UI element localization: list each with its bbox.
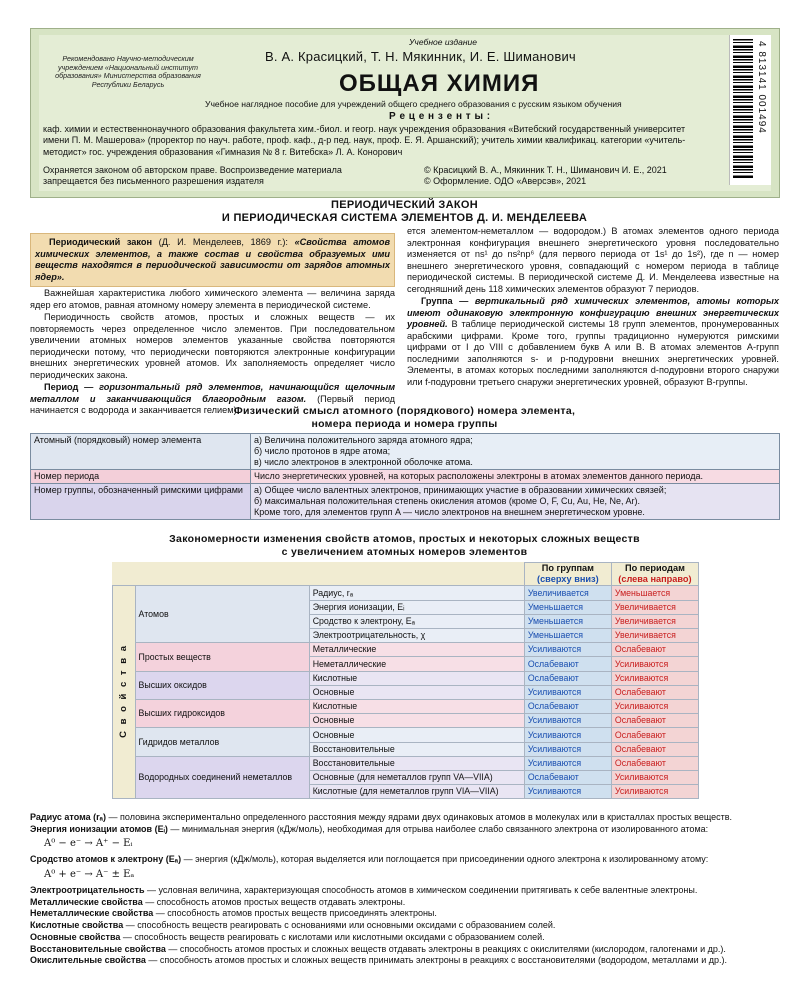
trend-periods-value: Ослабевают [611, 685, 698, 699]
group-definition: — вертикальный ряд химических элементов, атомы которых имеют одинаковую электронную конфигурацию внешних энергетических уровней. [407, 296, 779, 329]
definition-term: Основные свойства [30, 931, 121, 942]
trend-row [113, 699, 699, 713]
definition-nonmetallic [30, 908, 790, 920]
definition-term: Восстановительные свойства [30, 943, 166, 954]
trend-row [113, 586, 699, 600]
trends-header-row [113, 563, 699, 586]
copyright-note: Охраняется законом об авторском праве. Воспроизведение материала запрещается без письменного разрешения издателя [43, 165, 342, 187]
book-title: ОБЩАЯ ХИМИЯ [339, 70, 540, 97]
trend-periods-value: Ослабевают [611, 742, 698, 756]
definition-term: Энергия ионизации атомов (Eᵢ) [30, 823, 168, 834]
trend-property: Энергия ионизации, Eᵢ [309, 600, 524, 614]
meaning-heading-1: Физический смысл атомного (порядкового) номера элемента, [233, 405, 576, 417]
trend-periods-value: Увеличивается [611, 629, 698, 643]
definition-term: Электроотрицательность [30, 885, 145, 896]
meaning-line: а) Величина положительного заряда атомного ядра; [254, 435, 473, 445]
trend-groups-value: Усиливаются [524, 714, 611, 728]
group-label: Группа [421, 296, 453, 306]
definition-affinity [30, 854, 790, 866]
meaning-row-period [31, 469, 780, 483]
trend-periods-value: Усиливаются [611, 770, 698, 784]
trend-periods-value: Ослабевают [611, 756, 698, 770]
section-heading-2: И ПЕРИОДИЧЕСКАЯ СИСТЕМА ЭЛЕМЕНТОВ Д. И. МЕНДЕЛЕЕВА [221, 212, 588, 224]
meaning-table [30, 433, 780, 520]
meaning-label: Атомный (порядковый) номер элемента [31, 434, 251, 470]
periodic-law-box [30, 233, 395, 287]
trend-periods-value: Уменьшается [611, 586, 698, 600]
meaning-line: а) Общее число валентных электронов, принимающих участие в образовании химических связей; [254, 484, 667, 495]
trend-property: Сродство к электрону, Eₐ [309, 614, 524, 628]
definition-term: Окислительные свойства [30, 955, 146, 966]
definition-term: Радиус атома (rₐ) [30, 812, 107, 822]
formula-affinity: A⁰ + e⁻ → A⁻ ± Eₐ [44, 869, 135, 881]
definition-term: Неметаллические свойства [30, 908, 154, 919]
definition-text: — энергия (кДж/моль), которая выделяется или поглощается при присоединении одного электрона к изолированному атому: [181, 854, 709, 865]
definition-radius [30, 812, 790, 824]
copyright-publisher: © Оформление. ОДО «Аверсэв», 2021 [424, 176, 587, 187]
definition-text: — половина экспериментально определенного расстояния между ядрами двух одинаковых атомов в молекулах или в кристаллах простых веществ. [106, 812, 733, 822]
meaning-line: б) число протонов в ядре атома; [254, 445, 391, 456]
law-text: «Свойства атомов химических элементов, а также состав и свойства образуемых ими веществ находятся в периодической зависимости от зарядов атомных ядер». [35, 237, 390, 282]
barcode-number: 4 813141 001494 [756, 41, 767, 134]
trend-row [113, 671, 699, 685]
paragraph-periods: ется элементом-неметаллом — водородом.) В атомах элементов одного периода электронная конфигурация внешнего энергетического уровня последовательно изменяется от ns¹ до ns²np⁶ (для первого периода от 1s¹ до 1s²), где n — номер внешнего энергетического уровня, совпадающий с номером периода в таблице периодической системы. В периодической системе Д. И. Менделеева известные на сегодняшний день 118 химических элементов образуют 7 периодов. [407, 226, 779, 294]
trend-periods-value: Усиливаются [611, 657, 698, 671]
properties-side-text: С в о й с т в а [117, 643, 129, 738]
trend-groups-value: Уменьшается [524, 600, 611, 614]
trend-groups-value: Уменьшается [524, 614, 611, 628]
definition-text: — способность атомов простых веществ присоединять электроны. [153, 908, 437, 919]
trend-property: Кислотные (для неметаллов групп VIA—VIIA) [309, 785, 524, 799]
meaning-label: Номер группы, обозначенный римскими цифрами [31, 483, 251, 519]
meaning-label: Номер периода [31, 469, 251, 483]
definition-text: — способность веществ реагировать с основаниями или основными оксидами с образованием солей. [123, 920, 556, 931]
trend-category: Высших оксидов [135, 671, 309, 699]
trend-periods-value: Увеличивается [611, 600, 698, 614]
trend-row [113, 756, 699, 770]
trend-periods-value: Усиливаются [611, 699, 698, 713]
copyright-block [424, 165, 667, 188]
title-plate [30, 28, 780, 198]
reviewers-text: каф. химии и естественнонаучного образования факультета хим.-биол. и геогр. наук учреждения образования «Витебский государственный университет имени П. М. Машерова» (проректор по науч. работе, проф. каф., д-р пед. наук, проф. Е. Я. Аршанский); учитель химии квалификац. категории «учитель-методист» гос. учреждения образования «Гимназия № 8 г. Витебска» Л. А. Конорович [43, 124, 686, 157]
barcode-bars [733, 39, 753, 179]
paragraph-periodicity: Периодичность свойств атомов, простых и сложных веществ — их повторяемость через определенное число элементов. При последовательном увеличении атомных номеров элементов указанные свойства повторяются периодически потому, что периодически повторяются электронные конфигурации внешних энергетических уровней атомов. Их заполняемость определяет число периодических закона. [30, 312, 395, 380]
trend-groups-value: Усиливаются [524, 728, 611, 742]
definition-acidic [30, 920, 790, 932]
law-label: Периодический закон [49, 237, 153, 247]
col-periods-header [611, 563, 698, 586]
trend-category: Простых веществ [135, 643, 309, 671]
meaning-line: Число энергетических уровней, на которых расположены электроны в атомах элементов данного периода. [254, 470, 703, 481]
trend-groups-value: Усиливаются [524, 643, 611, 657]
col-groups-header [524, 563, 611, 586]
definitions [30, 812, 790, 967]
trend-groups-value: Увеличивается [524, 586, 611, 600]
trends-heading-2: с увеличением атомных номеров элементов [281, 546, 528, 558]
trend-groups-value: Ослабевают [524, 770, 611, 784]
trend-groups-value: Усиливаются [524, 785, 611, 799]
col-groups-title: По группам [541, 563, 594, 573]
trend-property: Восстановительные [309, 742, 524, 756]
trend-property: Основные [309, 714, 524, 728]
trend-property: Неметаллические [309, 657, 524, 671]
col-groups-direction: (сверху вниз) [537, 574, 599, 585]
group-tail: В таблице периодической системы 18 групп элементов, пронумерованных арабскими цифрами. Кроме того, группы традиционно нумеруются римскими цифрами от I до VIII с добавлением букв A или B. В атомах элементов A-групп последними заполняются s- и p-подуровни внешних энергетических уровней. Элементы, в атомах которых последними заполняются d-подуровни второго снаружи или f-подуровни третьего снаружи энергетических уровней, образуют B-группы. [407, 319, 779, 387]
period-label: Период [44, 382, 79, 392]
trend-periods-value: Ослабевают [611, 643, 698, 657]
law-author: (Д. И. Менделеев, 1869 г.): [152, 237, 295, 247]
trend-periods-value: Ослабевают [611, 714, 698, 728]
trends-header-blank [113, 563, 525, 586]
trend-property: Металлические [309, 643, 524, 657]
trends-heading-1: Закономерности изменения свойств атомов, простых и некоторых сложных веществ [169, 533, 640, 545]
book-subtitle: Учебное наглядное пособие для учреждений общего среднего образования с русским языком обучения [205, 99, 622, 109]
trend-groups-value: Усиливаются [524, 685, 611, 699]
paragraph-group [407, 296, 779, 388]
trend-groups-value: Ослабевают [524, 699, 611, 713]
definition-text: — условная величина, характеризующая способность атомов в химическом соединении притягивать к себе валентные электроны. [144, 885, 698, 896]
trend-category: Гидридов металлов [135, 728, 309, 756]
definition-text: — способность атомов простых и сложных веществ принимать электроны в реакциях с восстановителями (водородом, металлами и др.). [145, 955, 727, 966]
trend-row [113, 728, 699, 742]
definition-term: Металлические свойства [30, 896, 143, 907]
edition-label: Учебное издание [409, 37, 477, 47]
definition-metallic [30, 897, 790, 909]
reviewers-heading: Р е ц е н з е н т ы : [389, 111, 491, 122]
meaning-line: в) число электронов в электронной оболочке атома. [254, 456, 473, 467]
trend-property: Основные (для неметаллов групп VA—VIIA) [309, 770, 524, 784]
col-periods-direction: (слева направо) [618, 574, 692, 585]
trend-groups-value: Усиливаются [524, 756, 611, 770]
trend-groups-value: Уменьшается [524, 629, 611, 643]
trend-groups-value: Ослабевают [524, 657, 611, 671]
trend-periods-value: Ослабевают [611, 728, 698, 742]
trend-property: Кислотные [309, 671, 524, 685]
meaning-value [251, 469, 780, 483]
barcode [729, 35, 771, 185]
period-tail: (Первый период начинается с водорода и заканчивается гелием). [30, 393, 396, 415]
definition-text: — способность атомов простых веществ отдавать электроны. [142, 896, 406, 907]
period-definition: — горизонтальный ряд элементов, начинающийся щелочным металлом и заканчивающийся благородным газом. [30, 382, 395, 404]
meaning-line: б) максимальная положительная степень окисления атомов (кроме O, F, Cu, Au, He, Ne, Ar). [254, 495, 641, 506]
col-periods-title: По периодам [624, 563, 685, 573]
trend-property: Основные [309, 685, 524, 699]
trend-periods-value: Увеличивается [611, 614, 698, 628]
definition-text: — способность атомов простых и сложных веществ отдавать электроны в реакциях с окислителями (кислородом, галогенами и др.). [165, 943, 726, 954]
trend-category: Водородных соединений неметаллов [135, 756, 309, 799]
trend-groups-value: Ослабевают [524, 671, 611, 685]
properties-side-label [113, 586, 136, 799]
copyright-authors: © Красицкий В. А., Мякинник Т. Н., Шиманович И. Е., 2021 [424, 165, 667, 175]
meaning-value [251, 434, 780, 470]
definition-text: — минимальная энергия (кДж/моль), необходимая для отрыва наиболее слабо связанного электрона от изолированного атома: [167, 823, 709, 834]
trend-groups-value: Усиливаются [524, 742, 611, 756]
trend-property: Радиус, rₐ [309, 586, 524, 600]
meaning-row-group [31, 483, 780, 519]
meaning-value [251, 483, 780, 519]
recommendation-note: Рекомендовано Научно-методическим учреждением «Национальный институт образования» Министерства образования Республики Беларусь [55, 54, 201, 89]
trend-property: Основные [309, 728, 524, 742]
trends-table [112, 562, 699, 799]
paragraph-charge: Важнейшая характеристика любого химического элемента — величина заряда ядер его атомов, равная атомному номеру элемента в периодической системе. [30, 288, 395, 310]
authors: В. А. Красицкий, Т. Н. Мякинник, И. Е. Шиманович [265, 49, 576, 64]
trend-periods-value: Усиливаются [611, 671, 698, 685]
trend-property: Кислотные [309, 699, 524, 713]
definition-term: Кислотные свойства [30, 920, 124, 931]
definition-text: — способность веществ реагировать с кислотами или кислотными оксидами с образованием солей. [120, 931, 545, 942]
trend-property: Электроотрицательность, χ [309, 629, 524, 643]
definition-oxidizing [30, 955, 790, 967]
left-column [30, 233, 395, 418]
definition-reducing [30, 944, 790, 956]
trend-category: Атомов [135, 586, 309, 643]
definition-ionization [30, 824, 790, 836]
trend-row [113, 643, 699, 657]
definition-electronegativity [30, 885, 790, 897]
right-column [407, 226, 779, 389]
trend-periods-value: Усиливаются [611, 785, 698, 799]
definition-term: Сродство атомов к электрону (Eₐ) [30, 854, 182, 865]
section-heading-1: ПЕРИОДИЧЕСКИЙ ЗАКОН [331, 199, 478, 211]
trend-category: Высших гидроксидов [135, 699, 309, 727]
trend-property: Восстановительные [309, 756, 524, 770]
meaning-heading-2: номера периода и номера группы [311, 418, 498, 430]
formula-ionization: A⁰ − e⁻ → A⁺ − Eᵢ [44, 838, 133, 850]
title-plate-inner [39, 35, 771, 191]
meaning-row-atomic [31, 434, 780, 470]
definition-basic [30, 932, 790, 944]
meaning-line: Кроме того, для элементов групп A — число электронов на внешнем энергетическом уровне. [254, 506, 645, 517]
